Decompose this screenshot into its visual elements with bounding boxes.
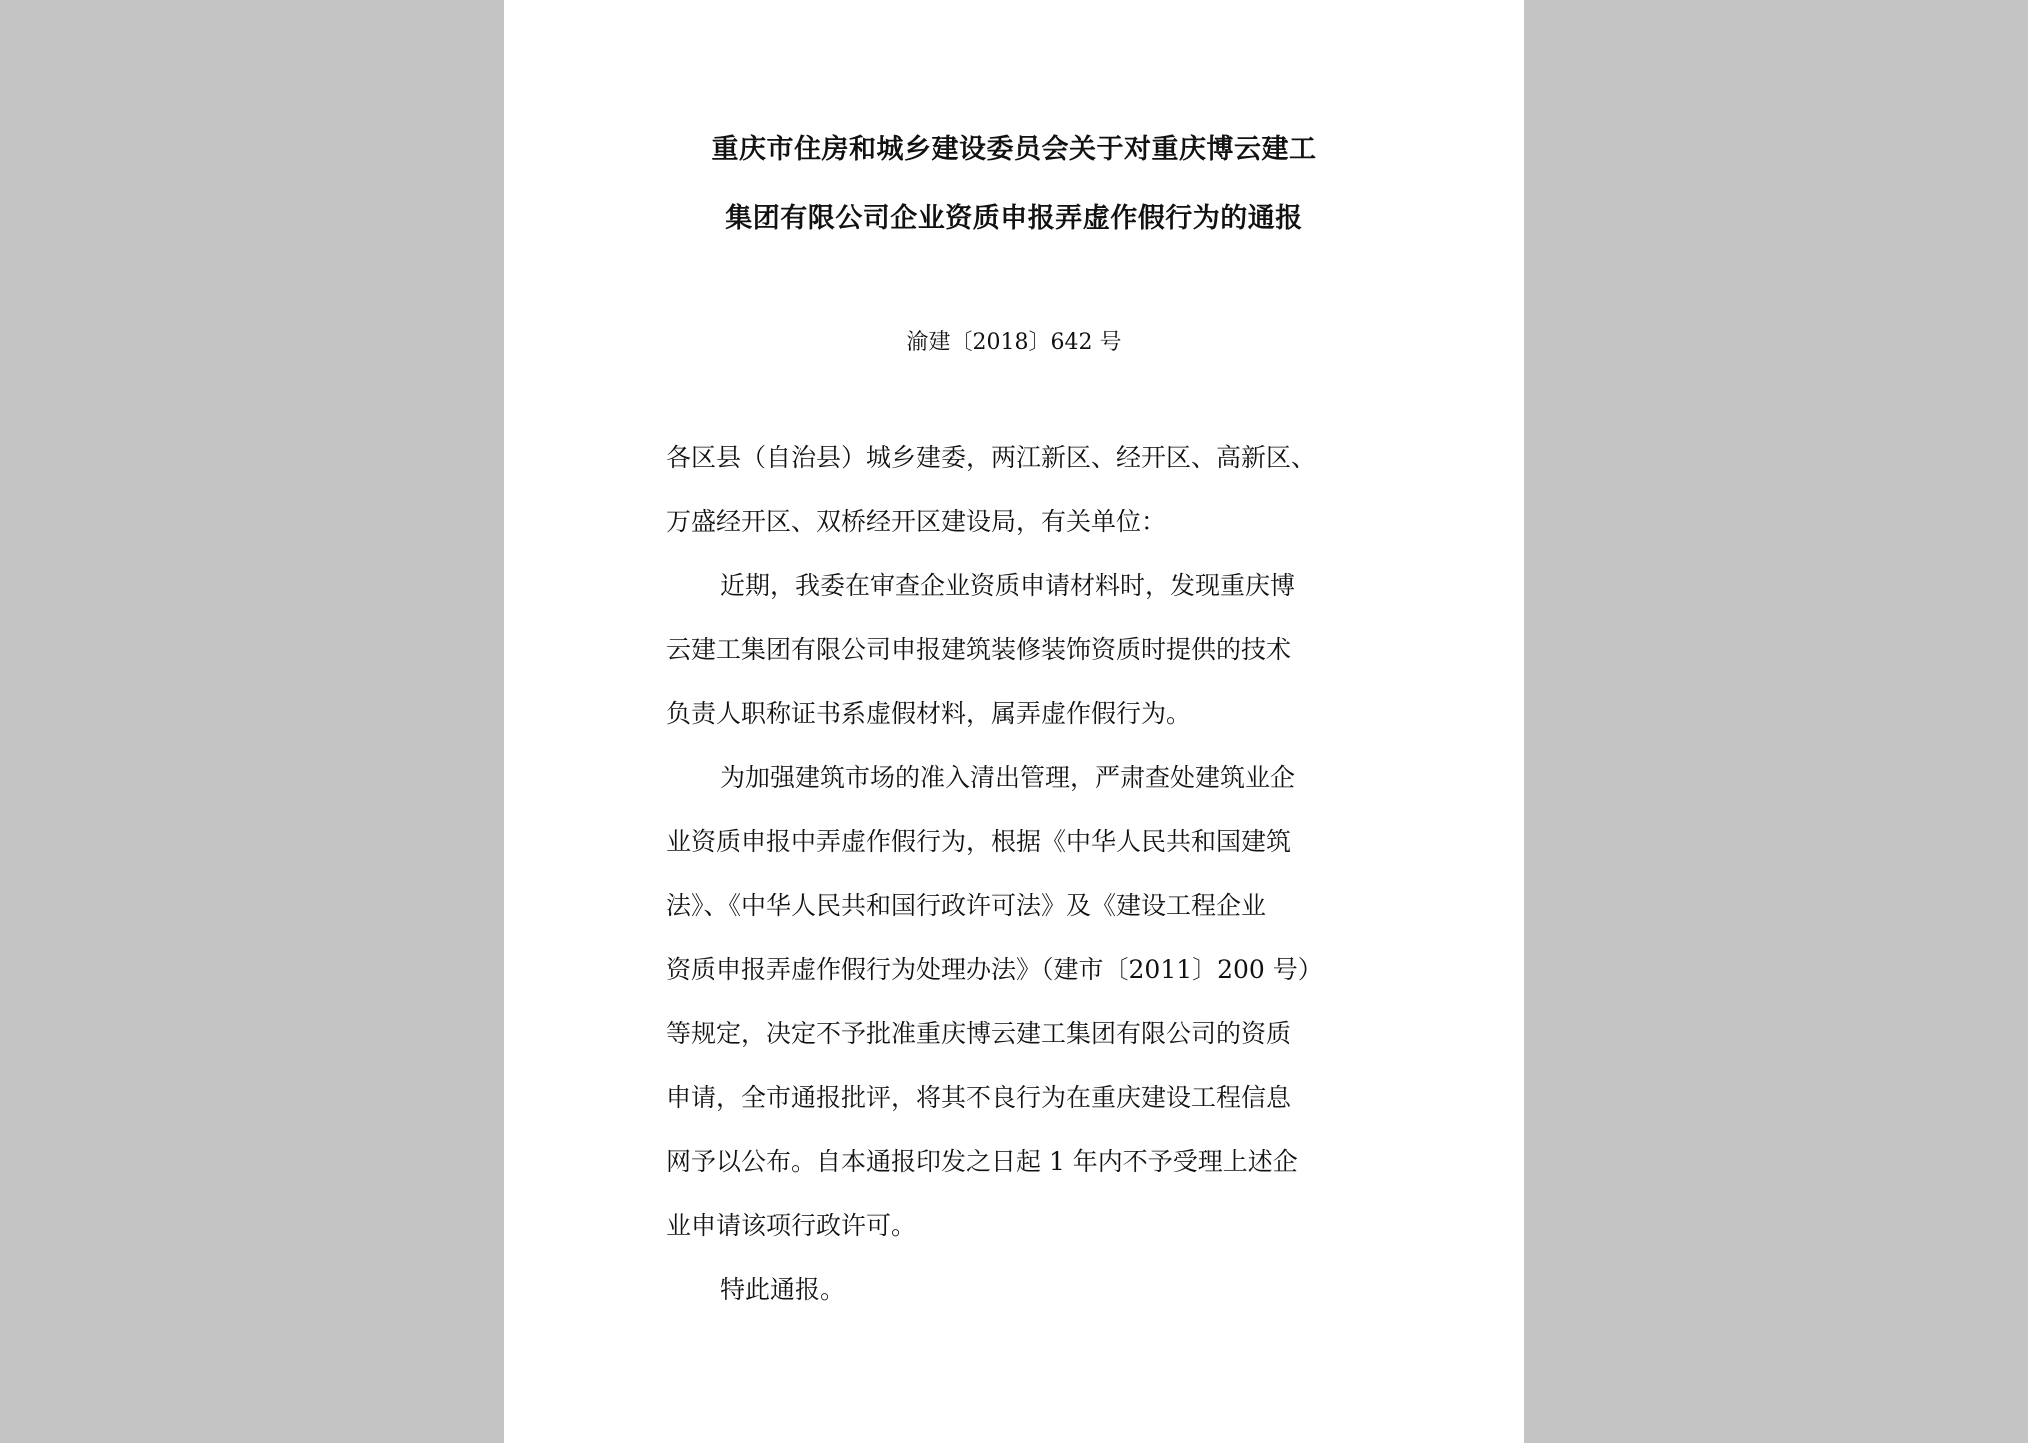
document-title-line-1: 重庆市住房和城乡建设委员会关于对重庆博云建工 xyxy=(711,134,1317,165)
paragraph1-line-3: 负责人职称证书系虚假材料，属弄虚作假行为。 xyxy=(666,699,1192,728)
document-page xyxy=(504,0,1524,1443)
paragraph2-line-2: 业资质申报中弄虚作假行为，根据《中华人民共和国建筑 xyxy=(666,827,1292,856)
paragraph2-line-4: 资质申报弄虚作假行为处理办法》（建市〔2011〕200 号） xyxy=(666,955,1323,984)
document-title-line-2: 集团有限公司企业资质申报弄虚作假行为的通报 xyxy=(725,203,1303,234)
paragraph1-line-1: 近期，我委在审查企业资质申请材料时，发现重庆博 xyxy=(720,571,1296,600)
addressee-line-2: 万盛经开区、双桥经开区建设局，有关单位： xyxy=(666,507,1167,536)
paragraph2-line-5: 等规定，决定不予批准重庆博云建工集团有限公司的资质 xyxy=(666,1019,1292,1048)
paragraph2-line-3: 法》、《中华人民共和国行政许可法》及《建设工程企业 xyxy=(666,891,1267,920)
closing-line: 特此通报。 xyxy=(720,1275,846,1304)
document-number: 渝建〔2018〕642 号 xyxy=(906,330,1122,355)
paragraph1-line-2: 云建工集团有限公司申报建筑装修装饰资质时提供的技术 xyxy=(666,635,1292,664)
paragraph2-line-8: 业申请该项行政许可。 xyxy=(666,1211,917,1240)
paragraph2-line-1: 为加强建筑市场的准入清出管理，严肃查处建筑业企 xyxy=(720,763,1296,792)
paragraph2-line-7: 网予以公布。自本通报印发之日起 1 年内不予受理上述企 xyxy=(666,1147,1298,1176)
paragraph2-line-6: 申请，全市通报批评，将其不良行为在重庆建设工程信息 xyxy=(666,1083,1292,1112)
addressee-line-1: 各区县（自治县）城乡建委，两江新区、经开区、高新区、 xyxy=(666,443,1317,472)
